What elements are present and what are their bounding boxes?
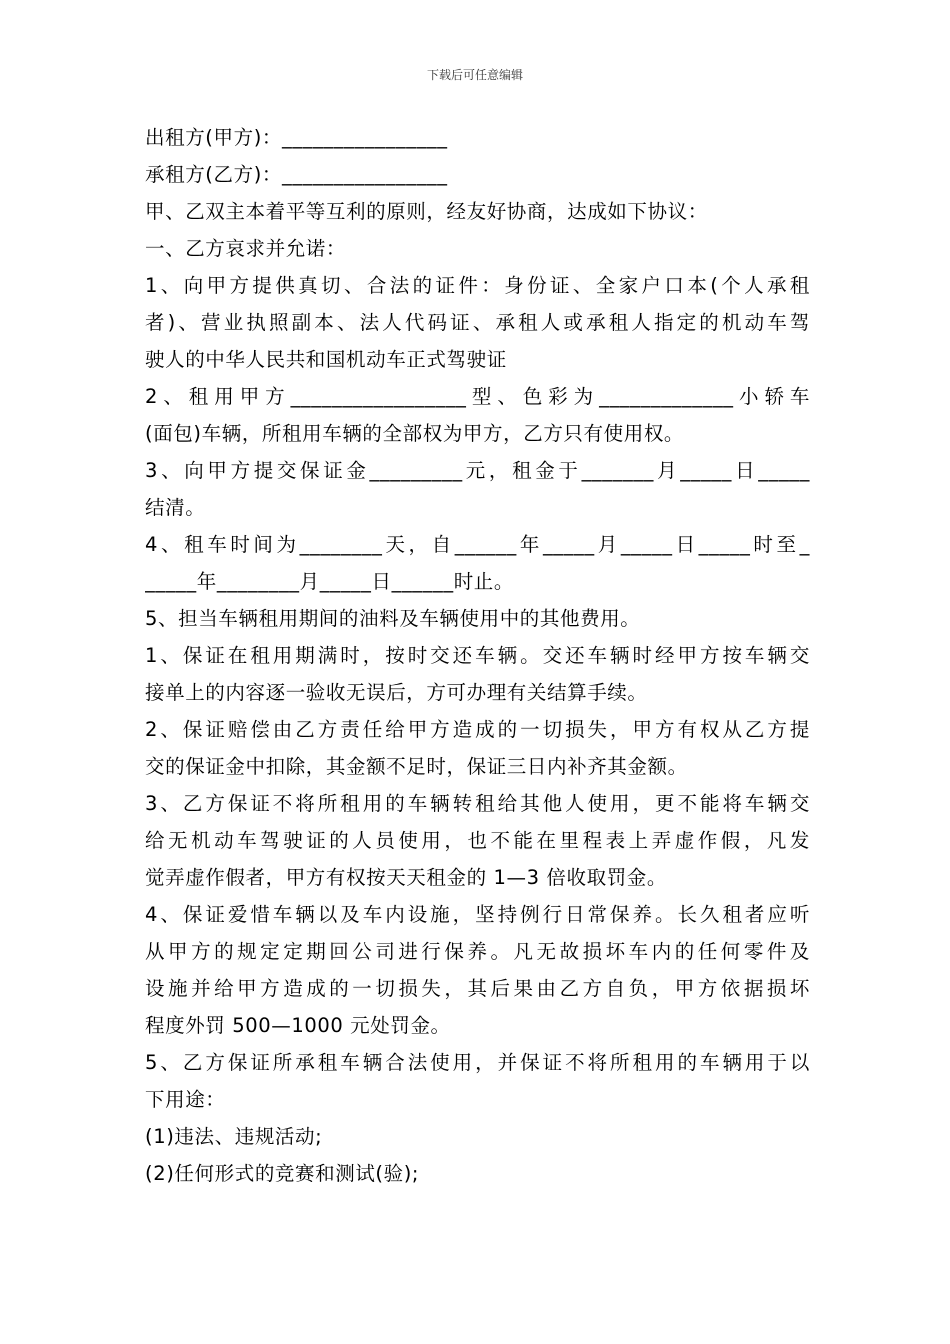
document-line: 3、乙方保证不将所租用的车辆转租给其他人使用，更不能将车辆交: [145, 792, 810, 815]
document-line: _____年________月_____日______时止。: [145, 570, 514, 593]
document-line: 交的保证金中扣除，其金额不足时，保证三日内补齐其金额。: [145, 755, 688, 778]
document-line: 一、乙方哀求并允诺：: [145, 237, 347, 260]
document-line: (1)违法、违规活动;: [145, 1125, 323, 1148]
document-body: [145, 119, 810, 1192]
document-line: 5、乙方保证所承租车辆合法使用，并保证不将所租用的车辆用于以: [145, 1051, 810, 1074]
page-header: 下载后可任意编辑: [426, 68, 523, 82]
document-line: 1、向甲方提供真切、合法的证件：身份证、全家户口本(个人承租: [145, 274, 810, 297]
document-line: 2、租用甲方_________________型、色彩为_____________小轿车: [145, 385, 810, 408]
document-line: 出租方(甲方)：________________: [145, 126, 448, 149]
document-line: 承租方(乙方)：________________: [145, 163, 448, 186]
document-line: 程度外罚 500—1000 元处罚金。: [145, 1014, 451, 1037]
document-line: 者)、营业执照副本、法人代码证、承租人或承租人指定的机动车驾: [145, 311, 810, 334]
document-line: 设施并给甲方造成的一切损失，其后果由乙方自负，甲方依据损坏: [145, 977, 810, 1000]
document-line: 4、租车时间为________天，自______年_____月_____日_____时至_: [145, 533, 810, 556]
document-line: 觉弄虚作假者，甲方有权按天天租金的 1—3 倍收取罚金。: [145, 866, 668, 889]
document-line: 驶人的中华人民共和国机动车正式驾驶证: [145, 348, 507, 371]
document-line: 3、向甲方提交保证金_________元，租金于_______月_____日_____: [145, 459, 810, 482]
document-line: (2)任何形式的竞赛和测试(验);: [145, 1162, 420, 1185]
document-line: 结清。: [145, 496, 206, 519]
document-line: 1、保证在租用期满时，按时交还车辆。交还车辆时经甲方按车辆交: [145, 644, 810, 667]
document-line: 5、担当车辆租用期间的油料及车辆使用中的其他费用。: [145, 607, 641, 630]
document-line: 4、保证爱惜车辆以及车内设施，坚持例行日常保养。长久租者应听: [145, 903, 810, 926]
document-line: (面包)车辆，所租用车辆的全部权为甲方，乙方只有使用权。: [145, 422, 685, 445]
document-line: 2、保证赔偿由乙方责任给甲方造成的一切损失，甲方有权从乙方提: [145, 718, 810, 741]
document-line: 接单上的内容逐一验收无误后，方可办理有关结算手续。: [145, 681, 648, 704]
document-line: 甲、乙双主本着平等互利的原则，经友好协商，达成如下协议：: [145, 200, 708, 223]
document-line: 下用途：: [145, 1088, 226, 1111]
document-line: 给无机动车驾驶证的人员使用，也不能在里程表上弄虚作假，凡发: [145, 829, 810, 852]
document-line: 从甲方的规定定期回公司进行保养。凡无故损坏车内的任何零件及: [145, 940, 810, 963]
